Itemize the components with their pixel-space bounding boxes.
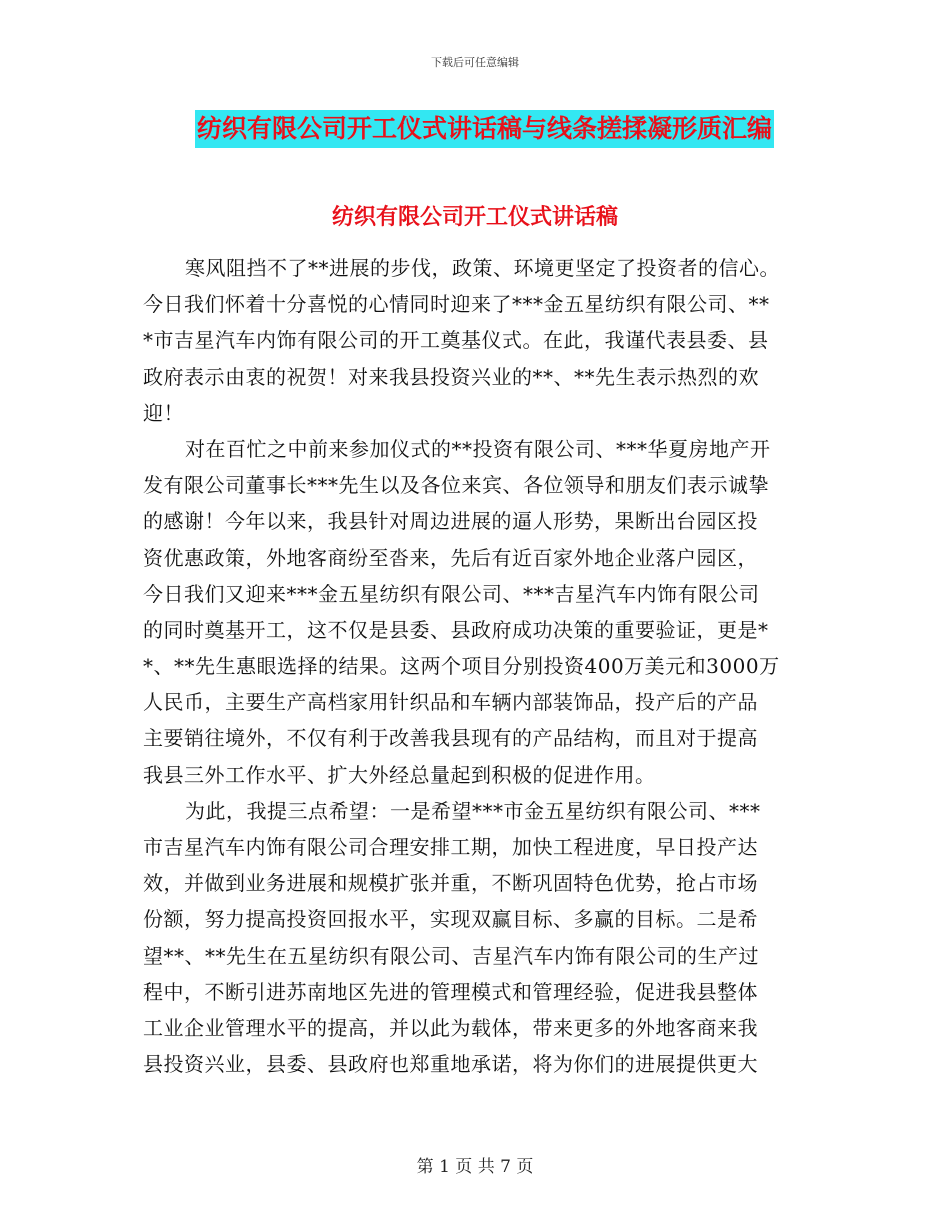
text-line: 我县三外工作水平、扩大外经总量起到积极的促进作用。: [143, 762, 656, 787]
text-line: 份额，努力提高投资回报水平，实现双赢目标、多赢的目标。二是希: [143, 907, 758, 932]
header-note: 下载后可任意编辑: [431, 56, 519, 69]
text-line: 工业企业管理水平的提高，并以此为载体，带来更多的外地客商来我: [143, 1015, 758, 1040]
text-line: 县投资兴业，县委、县政府也郑重地承诺，将为你们的进展提供更大: [143, 1052, 758, 1077]
text-line: 主要销往境外，不仅有利于改善我县现有的产品结构，而且对于提高: [143, 726, 758, 751]
text-line: 对在百忙之中前来参加仪式的**投资有限公司、***华夏房地产开: [185, 436, 771, 461]
text-line: 望**、**先生在五星纺织有限公司、吉星汽车内饰有限公司的生产过: [143, 943, 759, 968]
text-line: 今日我们怀着十分喜悦的心情同时迎来了***金五星纺织有限公司、**: [143, 292, 770, 317]
text-line: 寒风阻挡不了**进展的步伐，政策、环境更坚定了投资者的信心。: [185, 256, 780, 280]
text-line: *市吉星汽车内饰有限公司的开工奠基仪式。在此，我谨代表县委、县: [143, 328, 769, 353]
section-title: 纺织有限公司开工仪式讲话稿: [331, 205, 618, 230]
text-line: 迎！: [143, 400, 184, 425]
text-line: 市吉星汽车内饰有限公司合理安排工期，加快工程进度，早日投产达: [143, 835, 758, 859]
page-footer: 第 1 页 共 7 页: [416, 1157, 534, 1177]
document-title: 纺织有限公司开工仪式讲话稿与线条搓揉凝形质汇编: [195, 110, 774, 148]
text-line: 的感谢！今年以来，我县针对周边进展的逼人形势，果断出台园区投: [143, 509, 758, 534]
text-line: 今日我们又迎来***金五星纺织有限公司、***吉星汽车内饰有限公司: [143, 581, 760, 606]
text-line: 程中，不断引进苏南地区先进的管理模式和管理经验，促进我县整体: [143, 979, 758, 1004]
text-line: 资优惠政策，外地客商纷至沓来，先后有近百家外地企业落户园区，: [143, 545, 758, 570]
text-line: 发有限公司董事长***先生以及各位来宾、各位领导和朋友们表示诚挚: [143, 473, 769, 498]
text-line: *、**先生惠眼选择的结果。这两个项目分别投资400万美元和3000万: [143, 654, 780, 679]
text-line: 效，并做到业务进展和规模扩张并重，不断巩固特色优势，抢占市场: [143, 871, 758, 896]
text-line: 政府表示由衷的祝贺！对来我县投资兴业的**、**先生表示热烈的欢: [143, 364, 759, 389]
text-line: 人民币，主要生产高档家用针织品和车辆内部装饰品，投产后的产品: [143, 690, 758, 715]
text-line: 的同时奠基开工，这不仅是县委、县政府成功决策的重要验证，更是*: [143, 617, 769, 642]
text-line: 为此，我提三点希望：一是希望***市金五星纺织有限公司、***: [185, 798, 761, 823]
body-text: [143, 250, 808, 1082]
